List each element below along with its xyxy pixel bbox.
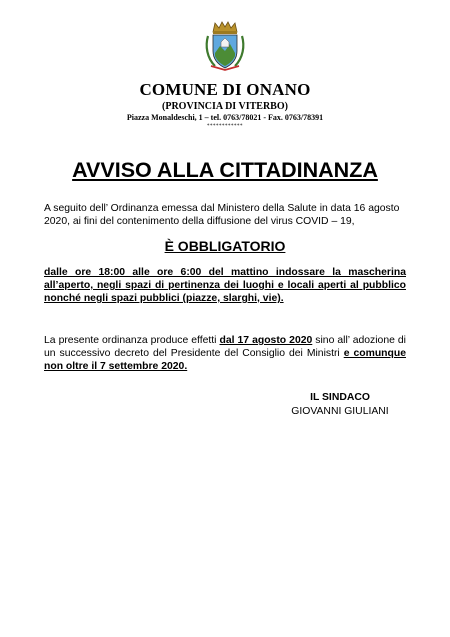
effect-text-1: La presente ordinanza produce effetti <box>44 335 220 346</box>
coat-of-arms-icon <box>203 20 247 72</box>
signature-name: GIOVANNI GIULIANI <box>291 406 389 417</box>
effect-paragraph <box>44 334 406 373</box>
province-line: (PROVINCIA DI VITERBO) <box>162 101 288 112</box>
effect-limit: e comunque non oltre il 7 settembre 2020. <box>44 348 406 372</box>
mask-rule-paragraph: dalle ore 18:00 alle ore 6:00 del mattino indossare la mascherina all’aperto, negli spazi di pertinenza dei luoghi e locali aperti al pubblico nonché negli spazi pubblici (piazze, slarghi, vie). <box>44 267 406 304</box>
notice-title: AVVISO ALLA CITTADINANZA <box>72 158 378 182</box>
obligatory-heading: È OBBLIGATORIO <box>164 238 286 254</box>
intro-paragraph: A seguito dell’ Ordinanza emessa dal Ministero della Salute in data 16 agosto 2020, ai fini del contenimento della diffusione del virus COVID – 19, <box>44 203 400 227</box>
effect-date-from: dal 17 agosto 2020 <box>219 335 313 346</box>
municipality-title: COMUNE DI ONANO <box>139 80 311 99</box>
effect-text-2: sino all’ adozione di un successivo decreto del Presidente del Consiglio dei Ministri <box>44 335 406 359</box>
signature-role: IL SINDACO <box>310 392 370 403</box>
separator-stars: ************ <box>207 124 243 129</box>
address-line: Piazza Monaldeschi, 1 – tel. 0763/78021 - Fax. 0763/78391 <box>126 113 324 122</box>
